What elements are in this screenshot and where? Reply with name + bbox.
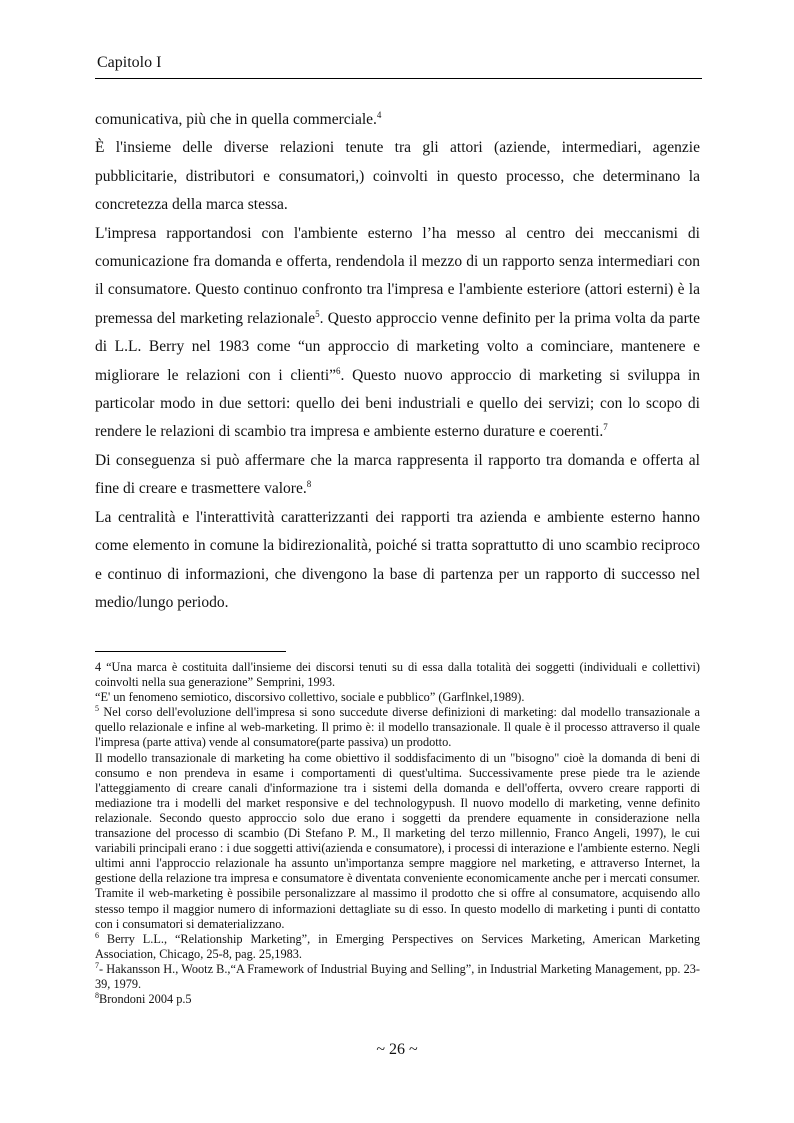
footnote-7: $^7$- Hakansson H., Wootz B.,“A Framework of Industrial Buying and Selling”, in Industrial Marketing Management, pp. 23-39, 1979. <box>95 960 700 991</box>
body-text <box>95 106 700 617</box>
footnote-ref-5[interactable]: 5 <box>315 308 320 319</box>
footnote-ref-6[interactable]: 6 <box>336 365 341 376</box>
footnotes <box>95 660 700 1007</box>
footnote-ref-4[interactable]: 4 <box>376 109 382 120</box>
footnote-5a: $^5$ Nel corso dell'evoluzione dell'impresa si sono succedute diverse definizioni di marketing: dal modello transazionale a quello relazionale e infine al web-marketing. Il primo è: il modello transazionale. Il quale è il processo attraverso il quale l'impresa (parte attiva) vende al consumatore(parte passiva) un prodotto. <box>95 704 700 750</box>
paragraph-2: È l'insieme delle diverse relazioni tenute tra gli attori (aziende, intermediari, agenzie pubblicitarie, distributori e consumatori,) coinvolti in questo processo, che determinano la concretezza della marca stessa. <box>95 139 700 214</box>
footnote-4b: “E' un fenomeno semiotico, discorsivo collettivo, sociale e pubblico” (Garflnkel,1989). <box>95 690 525 705</box>
header-rule <box>95 78 702 79</box>
paragraph-5: La centralità e l'interattività caratterizzanti dei rapporti tra azienda e ambiente esterno hanno come elemento in comune la bidirezionalità, poiché si tratta soprattutto di uno scambio reciproco e continuo di informazioni, che divengono la base di partenza per un rapporto di successo nel medio/lungo periodo. <box>95 508 700 611</box>
footnote-4a: 4 “Una marca è costituita dall'insieme dei discorsi tenuti su di essa dalla totalità dei soggetti (individuali e collettivi) coinvolti nella sua generazione” Semprini, 1993. <box>95 660 700 690</box>
footnote-5b: Il modello transazionale di marketing ha come obiettivo il soddisfacimento di un "bisogno" cioè la domanda di beni di consumo e non prendeva in esame i comportamenti di quest'ultima. Successivamente prese piede tra le aziende l'atteggiamento di creare canali d'informazione tra i sistemi della domanda e dell'offerta, ovvero creare rapporti di mediazione tra i modelli del market responsive e del technologypush. Il nuovo modello di marketing, venne definito relazionale. Secondo questo approccio solo due erano i soggetti da prendere equamente in considerazione nella transazione del processo di scambio (Di Stefano P. M., Il marketing del terzo millennio, Franco Angeli, 1997), le cui variabili principali erano : i due soggetti attivi(azienda e consumatore), i processi di interazione e l'ambiente esterno. Negli ultimi anni l'approccio relazionale ha assunto un'importanza sempre maggiore nel marketing, e attraverso Internet, la gestione della relazione tra impresa e consumatore è diventata conveniente economicamente anche per i mercati consumer. Tramite il web-marketing è possibile personalizzare al massimo il prodotto che si offre al consumatore, acquisendo allo stesso tempo il maggior numero di informazioni dettagliate su di esso. In questo modello di marketing i punti di contatto con i consumatori si dematerializzano. <box>95 750 700 931</box>
footnote-rule <box>95 651 286 652</box>
page-number: ~ 26 ~ <box>376 1041 418 1058</box>
paragraph-1: comunicativa, più che in quella commerciale.$^4$ <box>95 109 382 128</box>
footnote-ref-8[interactable]: 8 <box>306 479 312 490</box>
paragraph-3: L'impresa rapportandosi con l'ambiente esterno l’ha messo al centro dei meccanismi di comunicazione fra domanda e offerta, rendendola il mezzo di un rapporto senza intermediari con il consumatore. Questo continuo confronto tra l'impresa e l'ambiente esteriore (attori esterni) è la premessa del marketing relazionale$^5$. Questo approccio venne definito per la prima volta da parte di L.L. Berry nel 1983 come “un approccio di marketing volto a cominciare, mantenere e migliorare le relazioni con i clienti”$^6$. Questo nuovo approccio di marketing si sviluppa in particolar modo in due settori: quello dei beni industriali e quello dei servizi; con lo scopo di rendere le relazioni di scambio tra impresa e ambiente esterno durature e coerenti.$^7$ <box>95 224 701 441</box>
footnote-8: $^8$Brondoni 2004 p.5 <box>95 990 192 1007</box>
paragraph-4: Di conseguenza si può affermare che la marca rappresenta il rapporto tra domanda e offerta al fine di creare e trasmettere valore.$^8$ <box>95 451 700 498</box>
footnote-6: $^6$ Berry L.L., “Relationship Marketing”, in Emerging Perspectives on Services Marketing, American Marketing Association, Chicago, 25-8, pag. 25,1983. <box>95 930 700 961</box>
running-header: Capitolo I <box>97 54 162 71</box>
footnote-ref-7[interactable]: 7 <box>603 422 608 433</box>
